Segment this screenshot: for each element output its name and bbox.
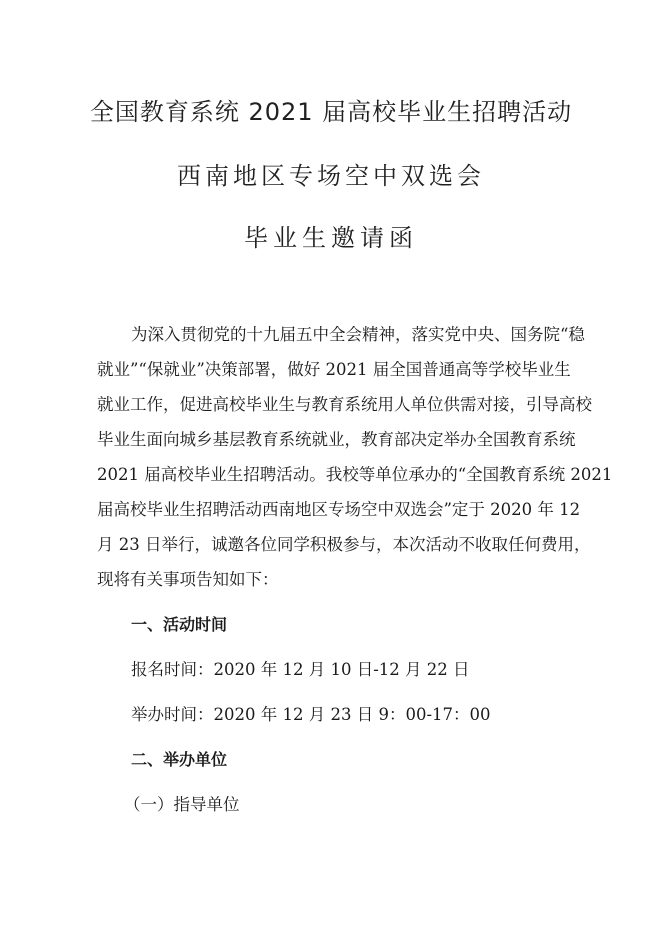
event-time: 举办时间：2020 年 12 月 23 日 9：00-17：00 [131, 705, 491, 724]
registration-time: 报名时间：2020 年 12 月 10 日-12 月 22 日 [131, 660, 470, 679]
title-line-2: 西南地区专场空中双选会 [177, 162, 485, 190]
intro-line: 为深入贯彻党的十九届五中全会精神，落实党中央、国务院“稳 [131, 325, 585, 344]
intro-line: 2021 届高校毕业生招聘活动。我校等单位承办的“全国教育系统 2021 [97, 465, 613, 484]
title-line-1: 全国教育系统 2021 届高校毕业生招聘活动 [89, 98, 573, 126]
intro-paragraph [97, 317, 613, 597]
document-body [97, 317, 613, 822]
intro-line: 月 23 日举行，诚邀各位同学积极参与，本次活动不收取任何费用， [97, 535, 591, 554]
section-heading-organizers: 二、举办单位 [131, 750, 228, 769]
intro-line: 就业工作，促进高校毕业生与教育系统用人单位供需对接，引导高校 [97, 395, 592, 414]
intro-line: 现将有关事项告知如下： [97, 570, 279, 589]
intro-line: 届高校毕业生招聘活动西南地区专场空中双选会”定于 2020 年 12 [97, 500, 581, 519]
section-heading-activity-time: 一、活动时间 [131, 615, 228, 634]
guiding-unit-label: （一）指导单位 [124, 795, 240, 814]
intro-line: 就业”“保就业”决策部署，做好 2021 届全国普通高等学校毕业生 [97, 360, 571, 379]
intro-line: 毕业生面向城乡基层教育系统就业，教育部决定举办全国教育系统 [97, 430, 576, 449]
title-line-3: 毕业生邀请函 [244, 224, 418, 252]
